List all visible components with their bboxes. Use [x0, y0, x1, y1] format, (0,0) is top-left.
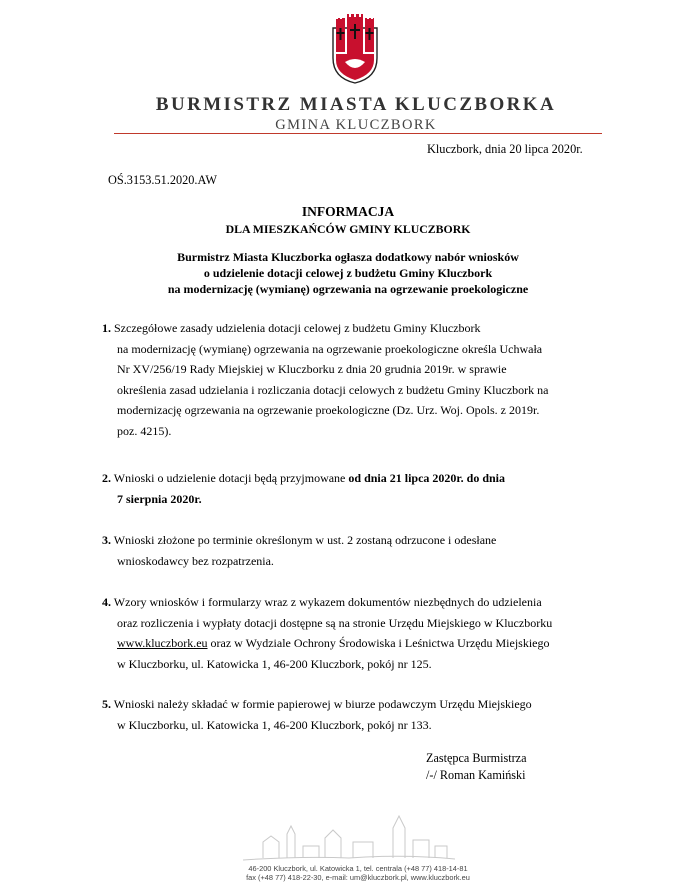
- list-item-line: 5. Wnioski należy składać w formie papierowej w biurze podawczym Urzędu Miejskiego: [102, 697, 532, 711]
- list-number: 5.: [102, 697, 111, 711]
- reference-number: OŚ.3153.51.2020.AW: [108, 173, 218, 187]
- list-number: 4.: [102, 595, 111, 609]
- list-item-2: [102, 468, 595, 509]
- document-date: Kluczbork, dnia 20 lipca 2020r.: [427, 142, 583, 156]
- list-item-line: poz. 4215).: [117, 423, 172, 438]
- list-item-4: [102, 592, 595, 674]
- organization-subtitle: GMINA KLUCZBORK: [275, 117, 437, 133]
- list-item-line: 2. Wnioski o udzielenie dotacji będą przyjmowane od dnia 21 lipca 2020r. do dnia: [102, 471, 505, 485]
- list-item-5: [102, 694, 595, 735]
- lead-line: Burmistrz Miasta Kluczborka ogłasza dodatkowy nabór wniosków: [177, 250, 519, 264]
- list-number: 3.: [102, 533, 111, 547]
- list-item-1: [102, 318, 595, 442]
- city-skyline-icon: [243, 812, 455, 864]
- list-item-line: 4. Wzory wniosków i formularzy wraz z wykazem dokumentów niezbędnych do udzielenia: [102, 595, 542, 609]
- list-item-line: w Kluczborku, ul. Katowicka 1, 46-200 Kluczbork, pokój nr 125.: [117, 656, 432, 671]
- list-item-3: [102, 530, 595, 571]
- list-item-line: www.kluczbork.eu oraz w Wydziale Ochrony Środowiska i Leśnictwa Urzędu Miejskiego: [117, 636, 550, 651]
- footer-address: 46-200 Kluczbork, ul. Katowicka 1, tel. centrala (+48 77) 418-14-81: [248, 864, 468, 873]
- list-item-line: modernizację ogrzewania na ogrzewanie proekologiczne (Dz. Urz. Woj. Opols. z 2019r.: [117, 403, 540, 418]
- list-item-line: Nr XV/256/19 Rady Miejskiej w Kluczborku z dnia 20 grudnia 2019r. w sprawie: [117, 362, 507, 377]
- organization-title: BURMISTRZ MIASTA KLUCZBORKA: [155, 94, 557, 115]
- list-item-line: oraz rozliczenia i wypłaty dotacji dostępne są na stronie Urzędu Miejskiego w Kluczborku: [117, 615, 553, 630]
- heading-title: INFORMACJA: [301, 204, 395, 219]
- header-divider: [114, 133, 602, 134]
- list-number: 2.: [102, 471, 111, 485]
- website-link[interactable]: www.kluczbork.eu: [117, 636, 208, 651]
- list-item-line: określenia zasad udzielania i rozliczania dotacji celowych z budżetu Gminy Kluczbork na: [117, 382, 549, 397]
- footer-contact-line: fax (+48 77) 418-22-30, e-mail: um@kluczbork.pl, www.kluczbork.eu: [246, 873, 470, 882]
- list-item-line: wnioskodawcy bez rozpatrzenia.: [117, 553, 274, 568]
- list-number: 1.: [102, 321, 111, 335]
- date-range-bold: od dnia 21 lipca 2020r. do dnia: [348, 471, 505, 485]
- heading-subtitle: DLA MIESZKAŃCÓW GMINY KLUCZBORK: [225, 222, 471, 236]
- lead-line: o udzielenie dotacji celowej z budżetu Gminy Kluczbork: [203, 266, 493, 280]
- list-item-line: w Kluczborku, ul. Katowicka 1, 46-200 Kluczbork, pokój nr 133.: [117, 717, 432, 732]
- lead-line: na modernizację (wymianę) ogrzewania na ogrzewanie proekologiczne: [167, 282, 529, 296]
- signature-block: [426, 750, 527, 784]
- list-item-line: na modernizację (wymianę) ogrzewania na ogrzewanie proekologiczne określa Uchwała: [117, 341, 543, 356]
- lead-paragraph: [100, 249, 596, 297]
- list-item-line: 7 sierpnia 2020r.: [117, 491, 202, 506]
- list-item-line: 1. Szczegółowe zasady udzielenia dotacji celowej z budżetu Gminy Kluczbork: [102, 321, 481, 335]
- signature-name: /-/ Roman Kamiński: [426, 768, 526, 782]
- list-item-line: 3. Wnioski złożone po terminie określonym w ust. 2 zostaną odrzucone i odesłane: [102, 533, 497, 547]
- coat-of-arms-icon: [331, 14, 379, 84]
- signature-role: Zastępca Burmistrza: [426, 751, 527, 765]
- footer-contact: [10, 864, 696, 882]
